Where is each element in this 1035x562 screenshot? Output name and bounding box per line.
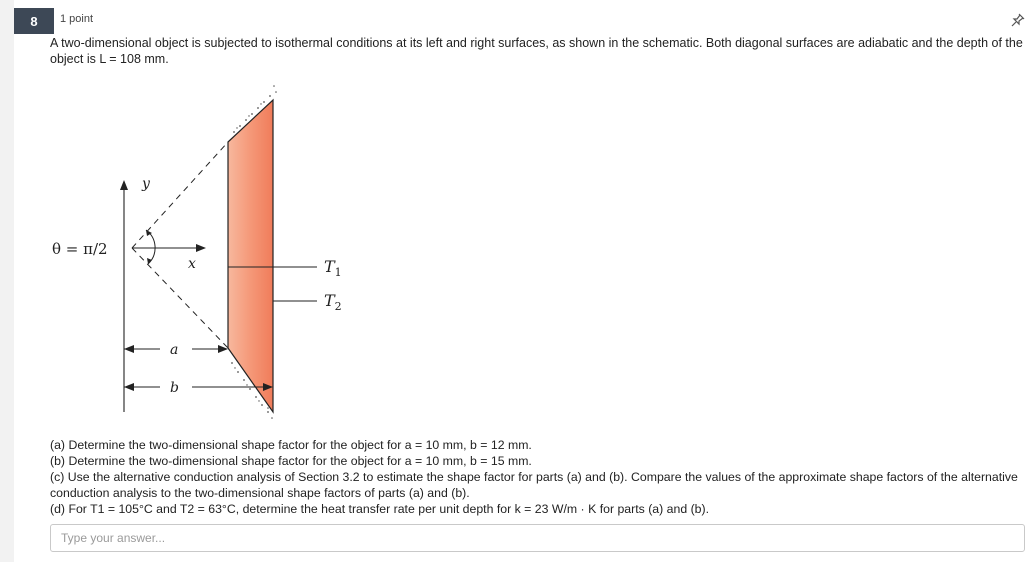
a-dimension-label: a <box>170 342 179 358</box>
question-parts <box>50 437 1025 517</box>
t1-label: $T_1$ <box>324 257 342 279</box>
schematic-diagram <box>50 80 360 425</box>
t2-label: $T_2$ <box>324 291 342 313</box>
theta-label: θ = π/2 <box>52 240 108 258</box>
question-prompt: A two-dimensional object is subjected to isothermal conditions at its left and right surfaces, as shown in the schematic. Both diagonal surfaces are adiabatic and the depth of the object is L = 108 mm. <box>50 36 1023 66</box>
answer-input[interactable] <box>50 524 1025 552</box>
x-axis-label: x <box>188 256 196 272</box>
question-number-badge: 8 <box>14 8 54 34</box>
part-a: (a) Determine the two-dimensional shape factor for the object for a = 10 mm, b = 12 mm. <box>50 438 532 452</box>
pin-icon[interactable] <box>1010 12 1026 28</box>
part-c: (c) Use the alternative conduction analysis of Section 3.2 to estimate the shape factor for parts (a) and (b). Compare the values of the approximate shape factors of the alternative conduction analysis to the two-dimensional shape factors of parts (a) and (b). <box>50 470 1018 500</box>
question-points: 1 point <box>60 13 94 25</box>
object-body <box>228 100 273 412</box>
y-axis-label: y <box>142 176 150 192</box>
part-d: (d) For T1 = 105°C and T2 = 63°C, determine the heat transfer rate per unit depth for k = 23 W/m · K for parts (a) and (b). <box>50 502 710 516</box>
left-gutter <box>0 0 14 562</box>
part-b: (b) Determine the two-dimensional shape factor for the object for a = 10 mm, b = 15 mm. <box>50 454 532 468</box>
b-dimension-label: b <box>170 380 179 396</box>
